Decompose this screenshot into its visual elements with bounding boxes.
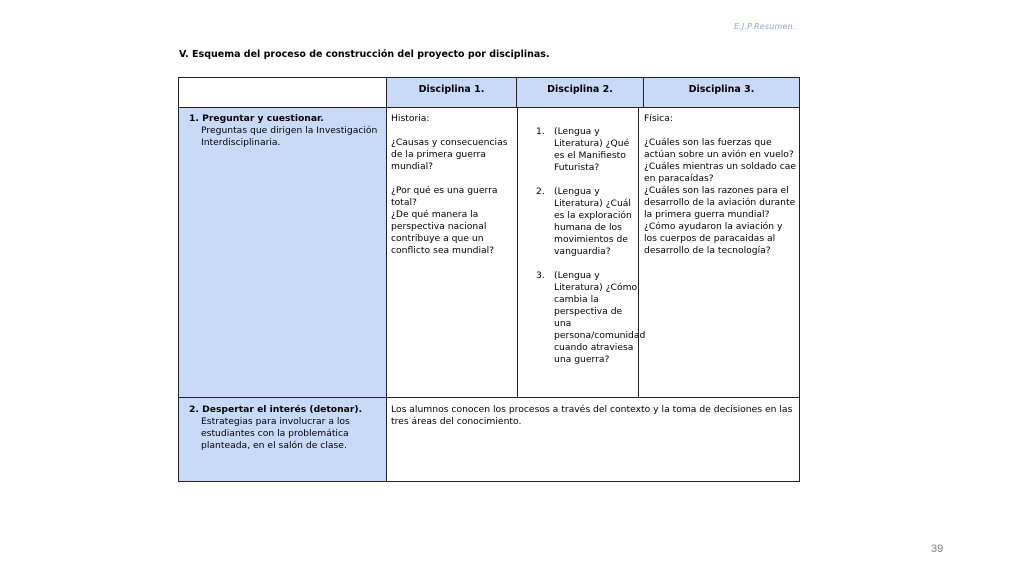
- header-note: E.J.P.Resumen.: [734, 22, 796, 31]
- historia-question-3: ¿De qué manera la perspectiva nacional contribuye a que un conflicto sea mundial?: [391, 209, 495, 256]
- divider: [179, 107, 799, 108]
- row1-label-cell: [189, 113, 379, 149]
- page-number: 39: [931, 543, 944, 555]
- row1-title: 1. Preguntar y cuestionar.: [189, 113, 324, 124]
- list-number: 2.: [536, 186, 545, 197]
- process-table: [178, 77, 800, 482]
- list-text: (Lengua y Literatura) ¿Qué es el Manifiesto Futurista?: [554, 126, 630, 173]
- divider: [386, 78, 387, 481]
- header-disciplina-2: Disciplina 2.: [517, 78, 643, 107]
- divider: [179, 397, 799, 398]
- divider: [516, 78, 517, 107]
- header-disciplina-1: Disciplina 1.: [387, 78, 516, 107]
- row2-content-cell: [391, 404, 793, 428]
- divider: [638, 108, 639, 398]
- header-disciplina-3: Disciplina 3.: [644, 78, 799, 107]
- row2-description: Estrategias para involucrar a los estudiantes con la problemática planteada, en el salón de clase.: [201, 416, 350, 451]
- fisica-label: Física:: [644, 113, 673, 124]
- row2-label-cell: [189, 404, 379, 452]
- row1-disciplina1-cell: [391, 113, 513, 257]
- list-text: (Lengua y Literatura) ¿Cómo cambia la perspectiva de una persona/comunidad cuando atraviesa una guerra?: [554, 270, 646, 365]
- row1-disciplina2-cell: [536, 126, 646, 378]
- row2-content: Los alumnos conocen los procesos a través del contexto y la toma de decisiones en las tres áreas del conocimiento.: [391, 404, 793, 427]
- list-item: [536, 186, 638, 258]
- fisica-question-1: ¿Cuáles son las fuerzas que actúan sobre un avión en vuelo? ¿Cuáles mientras un soldado cae en paracaídas?: [644, 137, 797, 184]
- list-item: [536, 126, 638, 174]
- fisica-question-2: ¿Cuáles son las razones para el desarrollo de la aviación durante la primera guerra mundial?: [644, 185, 796, 220]
- historia-label: Historia:: [391, 113, 430, 124]
- list-item: [536, 270, 646, 366]
- list-number: 1.: [536, 126, 545, 137]
- divider: [643, 78, 644, 107]
- historia-question-1: ¿Causas y consecuencias de la primera guerra mundial?: [391, 137, 508, 172]
- divider: [517, 108, 518, 398]
- list-text: (Lengua y Literatura) ¿Cuál es la exploración humana de los movimientos de vanguardia?: [554, 186, 632, 257]
- row1-description: Preguntas que dirigen la Investigación Interdisciplinaria.: [201, 125, 378, 148]
- document-title: V. Esquema del proceso de construcción del proyecto por disciplinas.: [179, 49, 550, 60]
- list-number: 3.: [536, 270, 545, 281]
- lengua-question-list: [536, 126, 646, 366]
- row1-disciplina3-cell: [644, 113, 798, 257]
- fisica-question-3: ¿Cómo ayudaron la aviación y los cuerpos de paracaidas al desarrollo de la tecnología?: [644, 221, 783, 256]
- row2-title: 2. Despertar el interés (detonar).: [189, 404, 363, 415]
- historia-question-2: ¿Por qué es una guerra total?: [391, 185, 498, 208]
